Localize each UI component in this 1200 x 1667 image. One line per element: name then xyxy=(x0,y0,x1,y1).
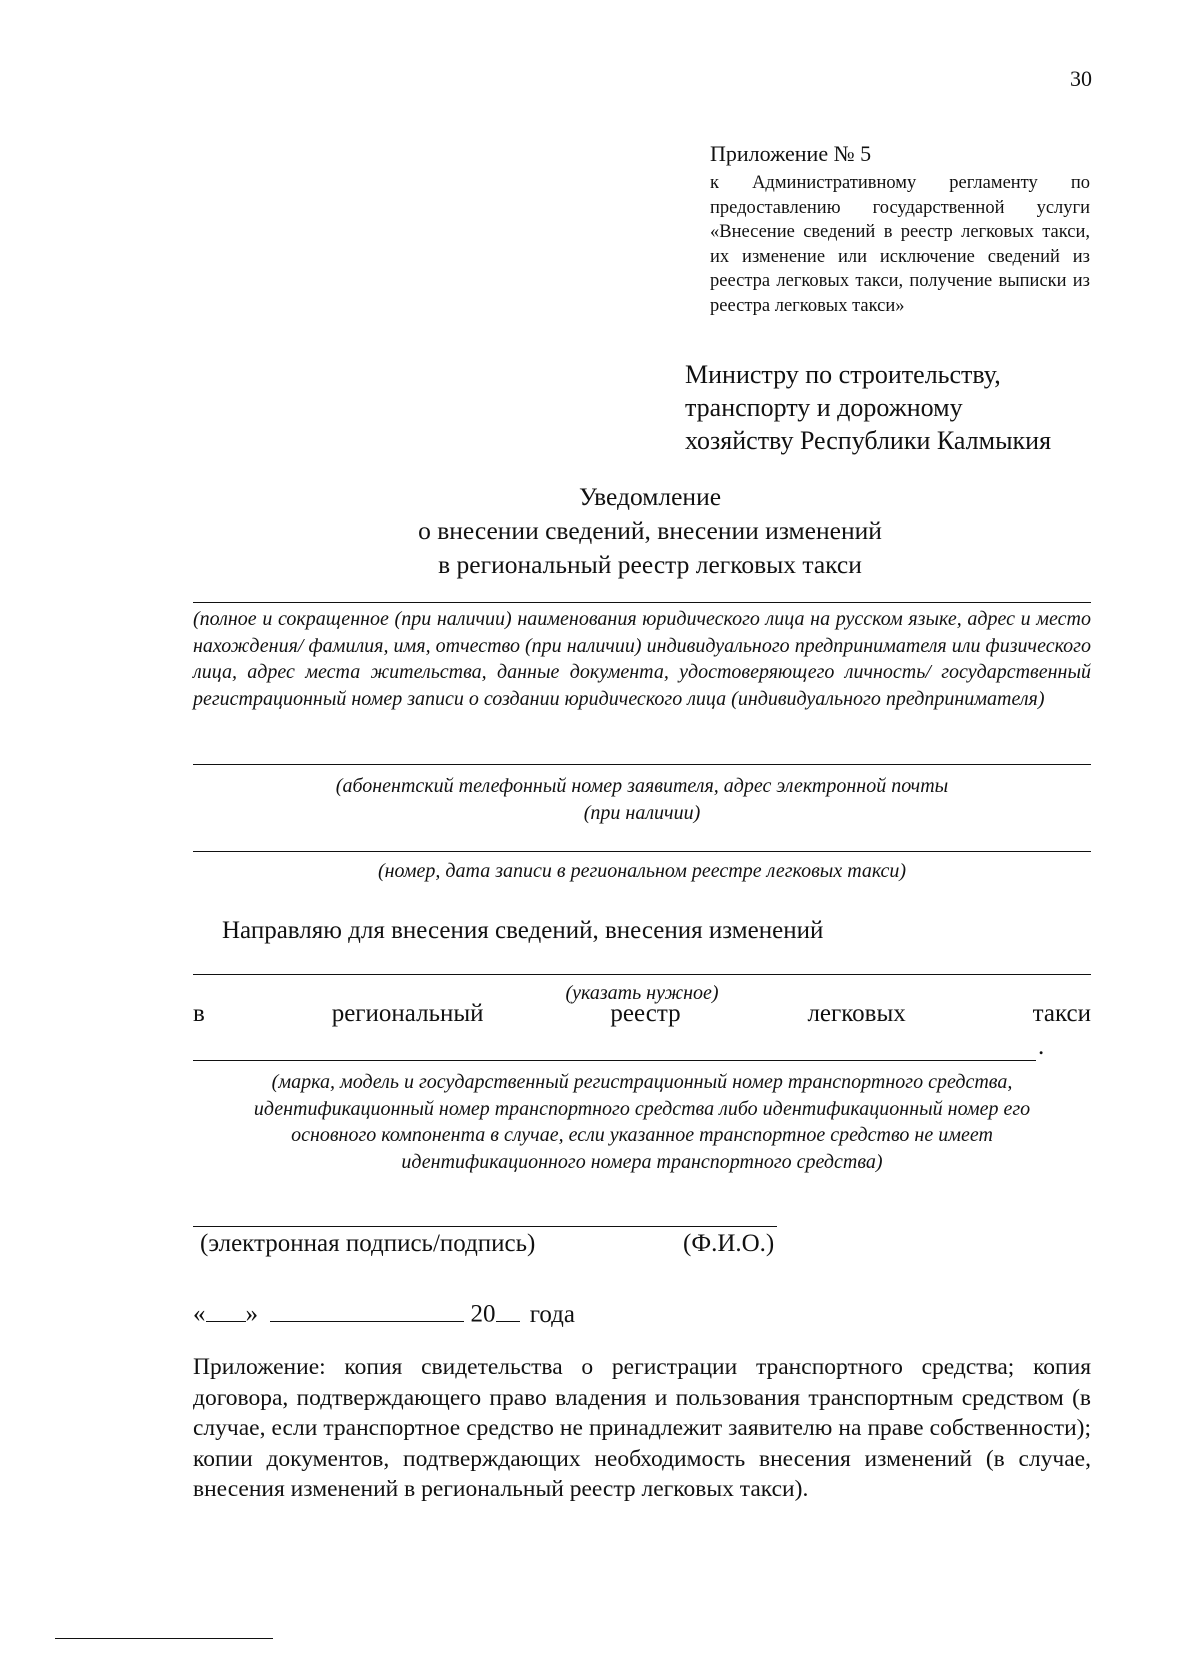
register-word: реестр xyxy=(610,1000,681,1027)
choose-field-line[interactable] xyxy=(193,974,1091,975)
contact-field-line[interactable] xyxy=(193,764,1091,765)
register-word: легковых xyxy=(807,1000,906,1027)
record-caption: (номер, дата записи в региональном реестре легковых такси) xyxy=(377,860,907,882)
addressee-line: Министру по строительству, xyxy=(685,360,1001,389)
addressee-line: хозяйству Республики Калмыкия xyxy=(685,426,1052,455)
choose-caption: (указать нужное) xyxy=(565,982,719,1004)
page-number: 30 xyxy=(1070,66,1092,91)
applicant-field-line[interactable] xyxy=(193,602,1091,603)
register-word: региональный xyxy=(331,1000,484,1027)
name-label: (Ф.И.О.) xyxy=(683,1230,775,1257)
send-text: Направляю для внесения сведений, внесения изменений xyxy=(222,917,824,944)
footnote-divider xyxy=(55,1638,273,1639)
record-field-line[interactable] xyxy=(193,851,1091,852)
vehicle-caption-line: (марка, модель и государственный регистрационный номер транспортного средства, xyxy=(271,1071,1013,1093)
register-word: такси xyxy=(1032,1000,1091,1027)
contact-caption-line: (при наличии) xyxy=(583,801,701,824)
vehicle-caption-line: идентификационный номер транспортного средства либо идентификационный номер его xyxy=(253,1097,1031,1120)
year-word: года xyxy=(529,1300,575,1328)
signature-label: (электронная подпись/подпись) xyxy=(200,1230,536,1257)
year-field[interactable] xyxy=(496,1293,520,1322)
document-title xyxy=(190,480,1110,582)
title-line: в региональный реестр легковых такси xyxy=(438,550,862,579)
contact-caption xyxy=(193,773,1091,826)
contact-caption-line: (абонентский телефонный номер заявителя, адрес электронной почты xyxy=(335,775,949,797)
annex-block xyxy=(710,140,1090,318)
addressee-line: транспорту и дорожному xyxy=(685,393,963,422)
register-row xyxy=(193,1000,1091,1028)
applicant-caption: (полное и сокращенное (при наличии) наименования юридического лица на русском языке, адрес и место нахождения/ фамилия, имя, отчество (при наличии) индивидуального предпринимателя или физического лица, адрес места жительства, данные документа, удостоверяющего личность/ государственный регистрационный номер записи о создании юридического лица (индивидуального предпринимателя) xyxy=(193,608,1091,710)
title-line: Уведомление xyxy=(578,482,722,511)
vehicle-field-line[interactable] xyxy=(193,1060,1036,1061)
period-mark: . xyxy=(1038,1033,1045,1060)
year-prefix: 20 xyxy=(470,1300,496,1328)
vehicle-caption-line: идентификационного номера транспортного средства) xyxy=(401,1150,883,1173)
date-row xyxy=(193,1293,575,1329)
signature-field-line[interactable] xyxy=(193,1226,777,1227)
addressee-block xyxy=(685,358,1105,457)
vehicle-caption-line: основного компонента в случае, если указанное транспортное средство не имеет xyxy=(291,1124,993,1146)
annex-title: Приложение № 5 xyxy=(710,141,872,166)
title-line: о внесении сведений, внесении изменений xyxy=(418,516,882,545)
register-word: в xyxy=(193,1000,205,1027)
vehicle-caption xyxy=(193,1069,1091,1175)
date-close-quote: » xyxy=(245,1300,258,1328)
month-field[interactable] xyxy=(270,1293,464,1322)
attachment-text: Приложение: копия свидетельства о регистрации транспортного средства; копия договора, подтверждающего право владения и пользования транспортным средством (в случае, если транспортное средство не принадлежит заявителю на праве собственности); копии документов, подтверждающих необходимость внесения изменений (в случае, внесения изменений в региональный реестр легковых такси). xyxy=(193,1354,1091,1502)
annex-body: к Административному регламенту по предоставлению государственной услуги «Внесение сведений в реестр легковых такси, их изменение или исключение сведений из реестра легковых такси, получение выписки из реестра легковых такси» xyxy=(710,173,1090,316)
day-field[interactable] xyxy=(206,1293,246,1322)
date-open-quote: « xyxy=(193,1300,206,1328)
